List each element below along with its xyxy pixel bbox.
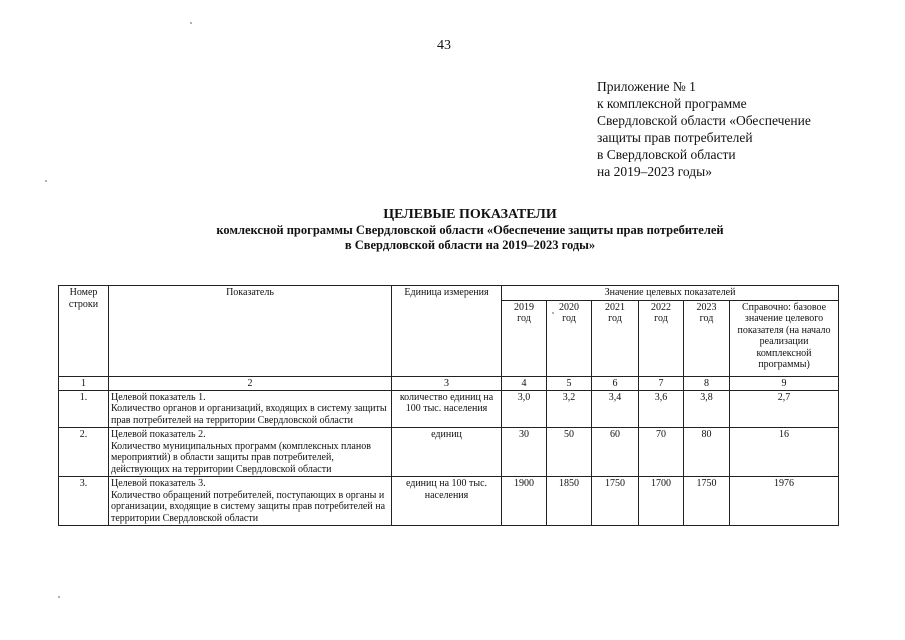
- appendix-line: в Свердловской области: [597, 147, 736, 162]
- column-number: 7: [639, 376, 684, 390]
- header-indicator: Показатель: [109, 286, 392, 377]
- table-row: [59, 390, 839, 428]
- year-label: 2019: [514, 301, 534, 313]
- row-number: 2.: [59, 428, 109, 477]
- scan-speck: [552, 312, 554, 314]
- reference-cell: 1976: [730, 477, 839, 526]
- indicator-description: Количество муниципальных программ (комплексных планов мероприятий) в области защиты прав потребителей, действующих на территории Свердловской области: [111, 440, 371, 475]
- value-cell: 50: [547, 428, 592, 477]
- header-year: [639, 300, 684, 376]
- column-numbers-row: [59, 376, 839, 390]
- value-cell: 80: [684, 428, 730, 477]
- indicator-title: Целевой показатель 3.: [111, 478, 206, 489]
- year-suffix: год: [654, 313, 668, 324]
- column-number: 8: [684, 376, 730, 390]
- header-row: [59, 286, 839, 301]
- title-heading: ЦЕЛЕВЫЕ ПОКАЗАТЕЛИ: [383, 207, 557, 222]
- indicator-cell: [109, 428, 392, 477]
- column-number: 3: [392, 376, 502, 390]
- appendix-line: Приложение № 1: [597, 79, 696, 94]
- year-label: 2022: [651, 301, 671, 313]
- year-label: 2020: [559, 301, 579, 313]
- column-number: 9: [730, 376, 839, 390]
- scan-speck: [58, 596, 60, 598]
- indicator-title: Целевой показатель 1.: [111, 391, 206, 403]
- column-number: 6: [592, 376, 639, 390]
- value-cell: 3,8: [684, 390, 730, 428]
- column-number: 5: [547, 376, 592, 390]
- year-label: 2021: [605, 301, 625, 313]
- header-year: [502, 300, 547, 376]
- reference-cell: 2,7: [730, 390, 839, 428]
- column-number: 1: [59, 376, 109, 390]
- year-suffix: год: [562, 313, 576, 324]
- appendix-line: Свердловской области «Обеспечение: [597, 113, 811, 128]
- appendix-line: защиты прав потребителей: [597, 130, 753, 145]
- document-title: [60, 206, 880, 253]
- row-number: 3.: [59, 477, 109, 526]
- unit-cell: единиц: [392, 428, 502, 477]
- value-cell: 1700: [639, 477, 684, 526]
- unit-cell: единиц на 100 тыс. населения: [392, 477, 502, 526]
- title-subtitle-line1: комлексной программы Свердловской области «Обеспечение защиты прав потребителей: [216, 223, 724, 237]
- scan-speck: [190, 22, 192, 24]
- indicator-description: Количество обращений потребителей, поступающих в органы и организации, входящие в систему защиты прав потребителей на территории Свердловской области: [111, 489, 386, 524]
- value-cell: 3,2: [547, 390, 592, 428]
- value-cell: 60: [592, 428, 639, 477]
- year-suffix: год: [608, 313, 622, 324]
- row-number: 1.: [59, 390, 109, 428]
- column-number: 2: [109, 376, 392, 390]
- value-cell: 1750: [592, 477, 639, 526]
- appendix-line: к комплексной программе: [597, 96, 747, 111]
- value-cell: 30: [502, 428, 547, 477]
- indicator-description: Количество органов и организаций, входящих в систему защиты прав потребителей на территории Свердловской области: [111, 403, 387, 426]
- year-suffix: год: [517, 313, 531, 324]
- value-cell: 3,6: [639, 390, 684, 428]
- unit-cell: количество единиц на 100 тыс. населения: [392, 390, 502, 428]
- table-row: [59, 428, 839, 477]
- value-cell: 70: [639, 428, 684, 477]
- value-cell: 3,0: [502, 390, 547, 428]
- reference-cell: 16: [730, 428, 839, 477]
- scan-speck: [45, 180, 47, 182]
- header-year: [684, 300, 730, 376]
- title-subtitle-line2: в Свердловской области на 2019–2023 годы»: [344, 238, 596, 252]
- value-cell: 3,4: [592, 390, 639, 428]
- indicator-title: Целевой показатель 2.: [111, 429, 206, 440]
- header-row-no: Номер строки: [59, 286, 109, 377]
- header-unit: Единица измерения: [392, 286, 502, 377]
- indicator-cell: [109, 477, 392, 526]
- indicator-cell: [109, 390, 392, 428]
- header-values-group: Значение целевых показателей: [502, 286, 839, 301]
- table-row: [59, 477, 839, 526]
- target-indicators-table: [58, 285, 839, 526]
- page-number: 43: [437, 38, 451, 53]
- value-cell: 1750: [684, 477, 730, 526]
- value-cell: 1900: [502, 477, 547, 526]
- appendix-line: на 2019–2023 годы»: [597, 164, 712, 179]
- column-number: 4: [502, 376, 547, 390]
- year-suffix: год: [699, 313, 714, 324]
- value-cell: 1850: [547, 477, 592, 526]
- appendix-note: [597, 78, 811, 180]
- header-year: [592, 300, 639, 376]
- header-reference: Справочно: базовое значение целевого показателя (на начало реализации комплексной программы): [730, 300, 839, 376]
- year-label: 2023: [696, 301, 717, 313]
